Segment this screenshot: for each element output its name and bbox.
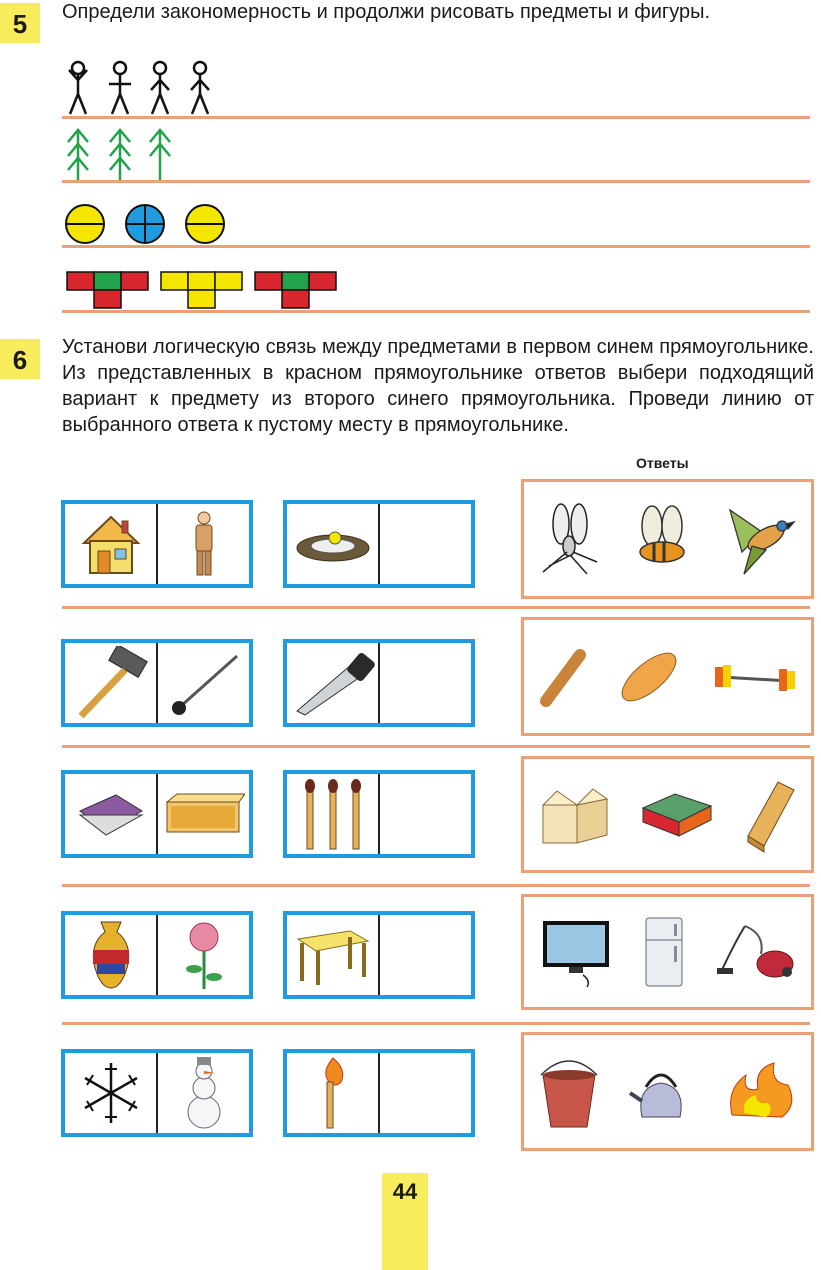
carton-icon[interactable] <box>537 785 613 845</box>
block-figure-icon <box>161 272 242 308</box>
task-6-number: 6 <box>0 339 40 379</box>
divider-line <box>62 1022 810 1025</box>
empty-answer-slot[interactable] <box>380 774 471 854</box>
circles-row <box>64 203 234 247</box>
bucket-icon[interactable] <box>537 1053 601 1131</box>
house-icon <box>65 504 156 584</box>
pencil-case-icon[interactable] <box>742 776 798 854</box>
page-number: 44 <box>382 1173 428 1270</box>
dumbbell-icon[interactable] <box>709 659 799 695</box>
vase-icon <box>65 915 156 995</box>
snowflake-icon <box>65 1053 156 1133</box>
saw-icon <box>287 643 378 723</box>
stick-figure-icon <box>151 62 169 114</box>
table-icon <box>287 915 378 995</box>
fire-icon[interactable] <box>722 1059 798 1125</box>
example-pair-box <box>61 639 253 727</box>
wallet-icon <box>65 774 156 854</box>
half-circle-icon <box>186 205 224 243</box>
log-icon[interactable] <box>536 647 590 707</box>
tree-icon <box>110 130 130 180</box>
tree-icon <box>150 130 170 180</box>
bee-icon[interactable] <box>630 504 692 574</box>
stick-figure-icon <box>191 62 209 114</box>
example-pair-box <box>61 770 253 858</box>
answers-label: Ответы <box>636 455 689 471</box>
stick-figures-row <box>62 58 222 116</box>
task-pair-box[interactable] <box>283 911 475 999</box>
answers-box <box>521 756 814 873</box>
divider-line <box>62 180 810 183</box>
matchbox-icon[interactable] <box>639 790 715 840</box>
nest-icon <box>287 504 378 584</box>
tree-icon <box>68 130 88 180</box>
snowman-icon <box>158 1053 249 1133</box>
divider-line <box>62 245 810 248</box>
man-icon <box>158 504 249 584</box>
box-icon <box>158 774 249 854</box>
rose-icon <box>158 915 249 995</box>
task-pair-box[interactable] <box>283 770 475 858</box>
matches-icon <box>287 774 378 854</box>
divider-line <box>62 606 810 609</box>
kettle-icon[interactable] <box>626 1057 696 1127</box>
task-pair-box[interactable] <box>283 639 475 727</box>
trees-row <box>62 128 182 182</box>
vacuum-icon[interactable] <box>715 922 797 982</box>
answers-box <box>521 617 814 736</box>
bird-icon[interactable] <box>722 502 796 576</box>
stick-figure-icon <box>69 62 87 114</box>
bread-icon[interactable] <box>614 642 684 712</box>
answers-box <box>521 1032 814 1151</box>
divider-line <box>62 745 810 748</box>
lit-match-icon <box>287 1053 378 1133</box>
example-pair-box <box>61 500 253 588</box>
divider-line <box>62 310 810 313</box>
task-5-number: 5 <box>0 3 40 43</box>
empty-answer-slot[interactable] <box>380 504 471 584</box>
answers-box <box>521 894 814 1010</box>
empty-answer-slot[interactable] <box>380 915 471 995</box>
hammer-icon <box>65 643 156 723</box>
nail-icon <box>158 643 249 723</box>
divider-line <box>62 884 810 887</box>
answers-box <box>521 479 814 599</box>
mosquito-icon[interactable] <box>539 502 601 576</box>
divider-line <box>62 116 810 119</box>
stick-figure-icon <box>109 62 131 114</box>
fridge-icon[interactable] <box>642 914 686 990</box>
task-5-text: Определи закономерность и продолжи рисовать предметы и фигуры. <box>62 1 711 23</box>
task-pair-box[interactable] <box>283 1049 475 1137</box>
example-pair-box <box>61 1049 253 1137</box>
empty-answer-slot[interactable] <box>380 643 471 723</box>
task-6-text: Установи логическую связь между предметами в первом синем прямоугольнике. Из представленных в красном прямоугольнике ответов выбери подходящий вариант к предмету из второго синего прямоугольника. Проведи линию от выбранного ответа к пустому месту в прямоугольнике. <box>62 336 814 436</box>
block-figure-icon <box>67 272 148 308</box>
half-circle-icon <box>66 205 104 243</box>
quartered-circle-icon <box>126 205 164 243</box>
example-pair-box <box>61 911 253 999</box>
tv-icon[interactable] <box>539 915 613 989</box>
block-figure-icon <box>255 272 336 308</box>
task-pair-box[interactable] <box>283 500 475 588</box>
empty-answer-slot[interactable] <box>380 1053 471 1133</box>
blocks-row <box>66 271 338 311</box>
